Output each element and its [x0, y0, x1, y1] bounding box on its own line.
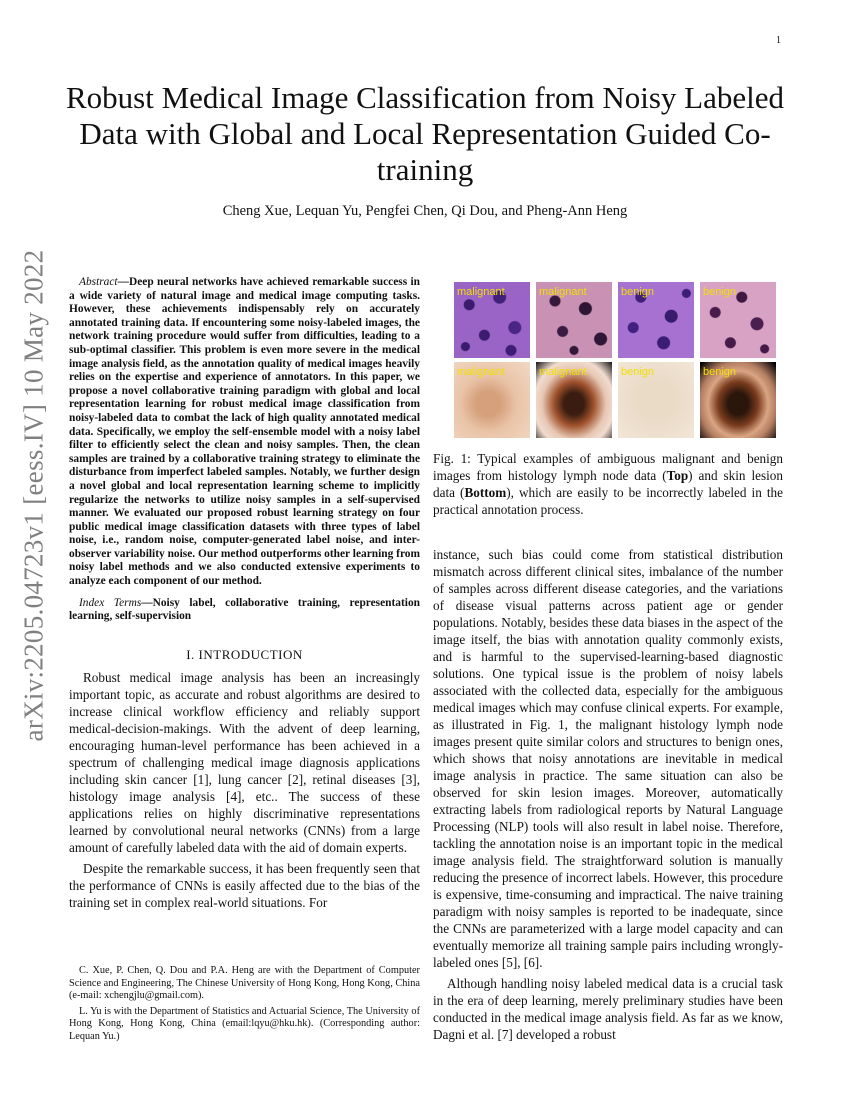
intro-paragraph-4: Although handling noisy labeled medical data is a crucial task in the era of deep learning, merely preliminary studies have been conducted in the medical image analysis field. As far as we know, Dagni et al. [7] developed a robust: [433, 976, 783, 1042]
arxiv-identifier-text: arXiv:2205.04723v1 [eess.IV] 10 May 2022: [18, 249, 49, 741]
abstract: [69, 276, 420, 589]
caption-top: Top: [666, 468, 689, 483]
section-heading-introduction: I. INTRODUCTION: [186, 646, 303, 662]
author-list: Cheng Xue, Lequan Yu, Pengfei Chen, Qi Dou, and Pheng-Ann Heng: [222, 203, 628, 219]
abstract-lead: Abstract: [79, 276, 118, 288]
image-label: malignant: [539, 286, 587, 298]
arxiv-identifier-stamp[interactable]: [14, 249, 54, 741]
right-column: [433, 282, 783, 1047]
caption-part: Fig. 1: Typical examples of ambiguous malignant and benign images from histology lymph node data (: [433, 451, 783, 483]
image-label: malignant: [457, 366, 505, 378]
image-label: malignant: [539, 366, 587, 378]
histology-image: [618, 282, 694, 358]
right-column-body: [433, 546, 783, 1043]
index-terms-text: —Noisy label, collaborative training, representation learning, self-supervision: [69, 596, 420, 623]
footnotes: [69, 965, 420, 1046]
histology-image: [454, 282, 530, 358]
footnote-affiliation-2: L. Yu is with the Department of Statistics and Actuarial Science, The University of Hong Kong, Hong Kong, China (email:lqyu@hku.hk). (Corresponding author: Lequan Yu.): [69, 1005, 420, 1042]
paper-title: Robust Medical Image Classification from Noisy Labeled Data with Global and Local Representation Guided Co-training: [66, 80, 784, 187]
skin-lesion-image: [454, 362, 530, 438]
intro-paragraph-1: Robust medical image analysis has been an increasingly important topic, as accurate and robust algorithms are desired to increase clinical workflow efficiency and reliably support medical-decision-makings. With the advent of deep learning, encouraging human-level performance has been achieved in a spectrum of challenging medical image diagnosis applications including skin cancer [1], lung cancer [2], retinal diseases [3], histology image analysis [4], etc.. The success of these applications relies on highly discriminative representations learned by convolutional neural networks (CNNs) from a large amount of carefully labeled data with the aid of domain experts.: [69, 669, 420, 855]
index-terms: [69, 597, 420, 624]
abstract-text: —Deep neural networks have achieved remarkable success in a wide variety of natural image and medical image computing tasks. However, these achievements indispensably rely on accurately annotated training data. If encountering some noisy-labeled images, the network training procedure would suffer from difficulties, leading to a sub-optimal classifier. This problem is even more severe in the medical image analysis field, as the annotation quality of medical images heavily relies on the expertise and experience of annotators. In this paper, we propose a novel collaborative training paradigm with global and local representation learning for robust medical image classification from noisy-labeled data to combat the lack of high quality annotated medical data. Specifically, we employ the self-ensemble model with a noisy label filter to efficiently select the clean and noisy samples. Then, the clean samples are trained by a collaborative training strategy to eliminate the disturbance from imperfect labeled samples. Notably, we further design a novel global and local representation learning scheme to implicitly regularize the networks to utilize noisy samples in a self-supervised manner. We evaluated our proposed robust learning strategy on four public medical image classification datasets with three types of label noise, i.e., random noise, computer-generated label noise, and inter-observer variability noise. Our method outperforms other learning from noisy label methods and we also conducted extensive experiments to analyze each component of our method.: [69, 276, 420, 588]
intro-paragraph-3: instance, such bias could come from statistical distribution mismatch across different clinical sites, imbalance of the number of samples across different disease categories, and the variations of disease visual patterns across patient age or gender populations. Notably, besides these data biases in the aspect of the image itself, the bias with annotation quality commonly exists, and is harmful to the supervised-learning-based diagnostic solutions. One typical issue is the problem of noisy labels associated with the collected data, especially for the ambiguous medical images which may confuse clinical experts. For example, as illustrated in Fig. 1, the malignant histology lymph node images present quite similar colors and structures to benign ones, which shows that noisy annotations are inevitable in medical image analysis in practice. The same situation can also be observed for skin lesion images. Moreover, automatically extracting labels from radiological reports by Natural Language Processing (NLP) tools will also result in label noise. Therefore, tackling the annotation noise is an important topic in the medical image analysis field. The straightforward solution is manually reducing the presence of incorrect labels. However, this procedure is expensive, time-consuming and impractical. The naive training paradigm with noisy samples is reported to be inadequate, since the CNNs are parameterized with a large model capacity and can eventually memorize all training sample pairs including wrongly-labeled ones [5], [6].: [433, 547, 783, 970]
caption-part: ) and skin lesion data (: [433, 468, 783, 500]
figure-1-image-grid: [454, 282, 783, 438]
histology-image: [700, 282, 776, 358]
skin-lesion-image: [618, 362, 694, 438]
page-number: 1: [776, 35, 781, 46]
footnote-affiliation-1: C. Xue, P. Chen, Q. Dou and P.A. Heng are with the Department of Computer Science and Engineering, The Chinese University of Hong Kong, Hong Kong, China (e-mail: xchengjlu@gmail.com).: [69, 965, 420, 1001]
left-column: [69, 276, 420, 915]
image-label: benign: [621, 286, 655, 298]
image-label: malignant: [457, 286, 505, 298]
caption-bottom: Bottom: [464, 485, 507, 500]
figure-1-caption: [433, 450, 783, 518]
histology-image: [536, 282, 612, 358]
caption-part: ), which are easily to be incorrectly labeled in the practical annotation process.: [433, 485, 784, 517]
image-label: benign: [703, 366, 737, 378]
index-terms-lead: Index Terms: [79, 596, 142, 609]
image-label: benign: [621, 366, 655, 378]
skin-lesion-image: [536, 362, 612, 438]
skin-lesion-image: [700, 362, 776, 438]
intro-paragraph-2: Despite the remarkable success, it has been frequently seen that the performance of CNNs is easily affected due to the bias of the training set in complex real-world situations. For: [69, 860, 420, 910]
image-label: benign: [703, 286, 737, 298]
